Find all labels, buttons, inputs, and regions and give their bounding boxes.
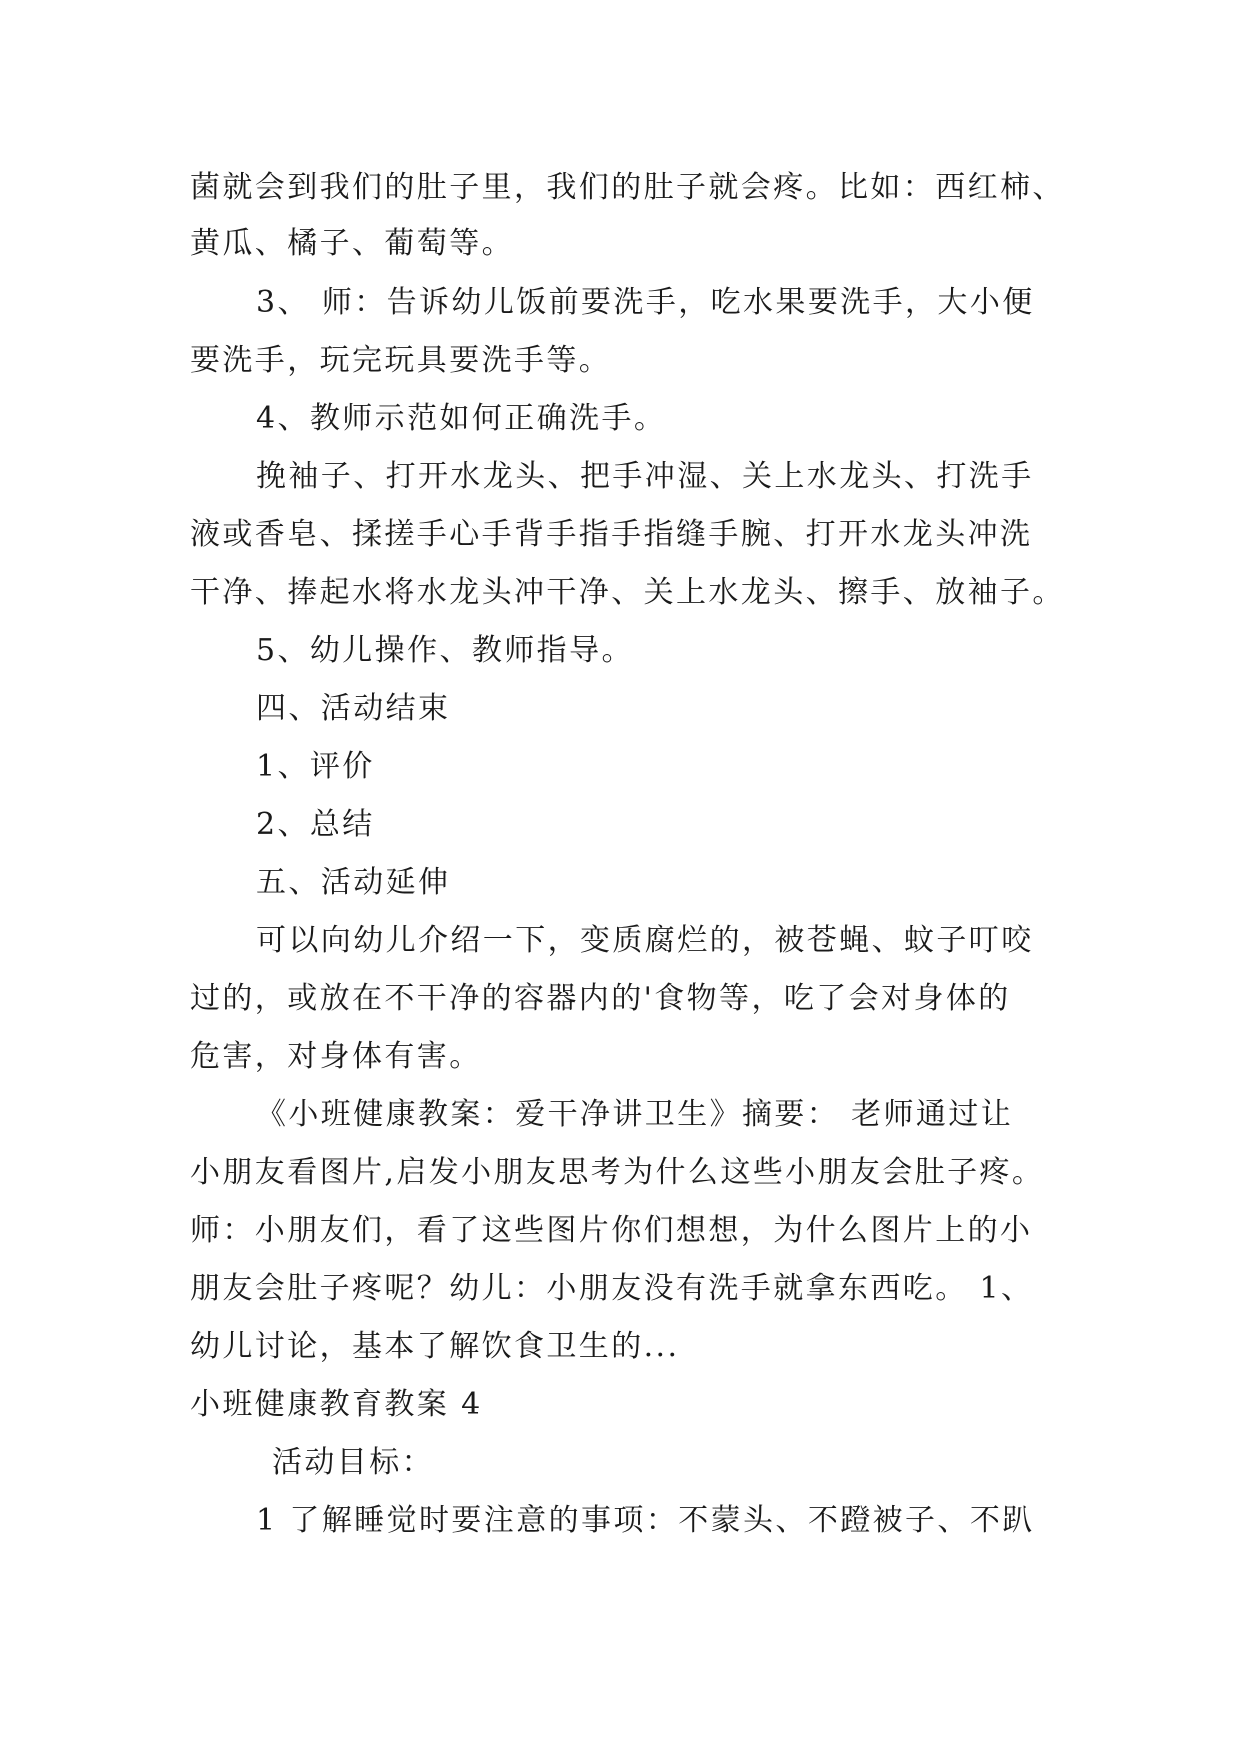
text-line-11: 1、评价 xyxy=(256,749,375,784)
text-line-20: 朋友会肚子疼呢？幼儿：小朋友没有洗手就拿东西吃。 1、 xyxy=(190,1271,1034,1306)
text-line-18: 小朋友看图片,启发小朋友思考为什么这些小朋友会肚子疼。 xyxy=(190,1155,1045,1190)
text-line-19: 师：小朋友们，看了这些图片你们想想，为什么图片上的小 xyxy=(190,1213,1033,1248)
text-line-21: 幼儿讨论，基本了解饮食卫生的... xyxy=(190,1329,680,1364)
section-heading-activity-end: 四、活动结束 xyxy=(256,691,451,726)
text-line-15: 过的，或放在不干净的容器内的'食物等，吃了会对身体的 xyxy=(190,981,1011,1016)
text-line-1: 菌就会到我们的肚子里，我们的肚子就会疼。比如：西红柿、 xyxy=(190,170,1065,205)
text-line-7: 液或香皂、揉搓手心手背手指手指缝手腕、打开水龙头冲洗 xyxy=(190,517,1033,552)
text-line-8: 干净、捧起水将水龙头冲干净、关上水龙头、擦手、放袖子。 xyxy=(190,575,1065,610)
section-heading-activity-extension: 五、活动延伸 xyxy=(256,865,451,900)
text-line-5: 4、教师示范如何正确洗手。 xyxy=(256,401,667,436)
text-line-9: 5、幼儿操作、教师指导。 xyxy=(256,633,634,668)
text-line-3: 3、 师：告诉幼儿饭前要洗手，吃水果要洗手，大小便 xyxy=(256,285,1035,320)
text-line-4: 要洗手，玩完玩具要洗手等。 xyxy=(190,343,612,378)
text-line-12: 2、总结 xyxy=(256,807,375,842)
section-heading-activity-goals: 活动目标： xyxy=(272,1445,434,1480)
text-line-24: 1 了解睡觉时要注意的事项：不蒙头、不蹬被子、不趴 xyxy=(256,1503,1035,1538)
text-line-17: 《小班健康教案：爱干净讲卫生》摘要： 老师通过让 xyxy=(256,1097,1014,1132)
text-line-6: 挽袖子、打开水龙头、把手冲湿、关上水龙头、打洗手 xyxy=(256,459,1034,494)
text-line-2: 黄瓜、橘子、葡萄等。 xyxy=(190,226,514,261)
text-line-14: 可以向幼儿介绍一下，变质腐烂的，被苍蝇、蚊子叮咬 xyxy=(256,923,1034,958)
text-line-16: 危害，对身体有害。 xyxy=(190,1039,482,1074)
section-title-lesson-4: 小班健康教育教案 4 xyxy=(190,1387,483,1422)
